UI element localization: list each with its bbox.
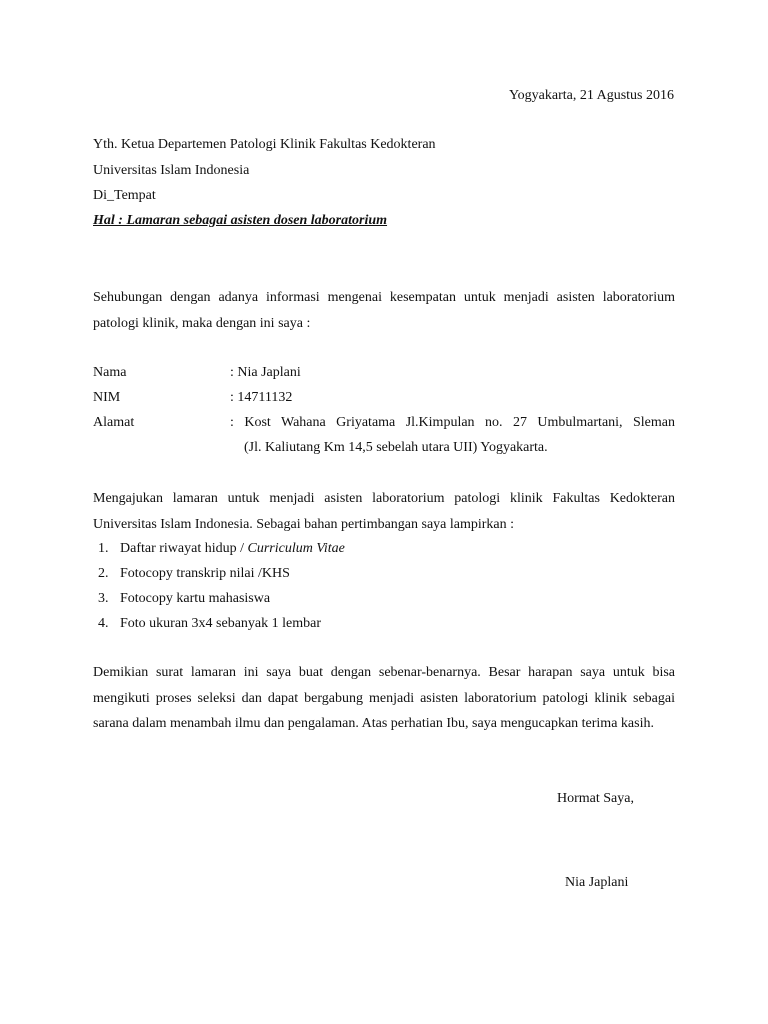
attachment-item-4 [98,616,321,632]
attachment-number: 3. [98,591,109,606]
attachment-text: Foto ukuran 3x4 sebanyak 1 lembar [120,616,322,631]
recipient-line-1: Yth. Ketua Departemen Patologi Klinik Fakultas Kedokteran [93,137,436,152]
attachment-item-3 [98,591,270,607]
name-label: Nama [93,365,127,380]
attachment-item-1 [98,541,345,557]
letter-date: Yogyakarta, 21 Agustus 2016 [508,88,674,103]
intro-paragraph: Sehubungan dengan adanya informasi mengenai kesempatan untuk menjadi asisten laboratorium patologi klinik, maka dengan ini saya : [93,290,675,331]
address-value [230,410,675,460]
application-paragraph: Mengajukan lamaran untuk menjadi asisten laboratorium patologi klinik Fakultas Kedokteran Universitas Islam Indonesia. Sebagai bahan pertimbangan saya lampirkan : [93,491,675,532]
nim-value: : 14711132 [230,390,293,405]
signature-name: Nia Japlani [565,875,629,890]
attachment-text-italic: Curriculum Vitae [247,541,345,556]
attachment-text: Fotocopy kartu mahasiswa [120,591,271,606]
address-label: Alamat [93,415,135,430]
nim-label: NIM [93,390,121,405]
closing-paragraph: Demikian surat lamaran ini saya buat dengan sebenar-benarnya. Besar harapan saya untuk bisa mengikuti proses seleksi dan dapat bergabung menjadi asisten laboratorium patologi klinik sebagai sarana dalam menambah ilmu dan pengalaman. Atas perhatian Ibu, saya mengucapkan terima kasih. [93,665,675,731]
attachment-number: 1. [98,541,109,556]
recipient-line-3: Di_Tempat [93,188,156,203]
recipient-line-2: Universitas Islam Indonesia [93,163,250,178]
address-line-2: (Jl. Kaliutang Km 14,5 sebelah utara UII) Yogyakarta. [244,440,548,455]
attachment-item-2 [98,566,290,582]
attachment-text: Daftar riwayat hidup / [120,541,248,556]
attachment-number: 2. [98,566,109,581]
attachment-number: 4. [98,616,109,631]
closing-salutation: Hormat Saya, [557,791,634,806]
attachment-text: Fotocopy transkrip nilai /KHS [120,566,290,581]
address-line-1: : Kost Wahana Griyatama Jl.Kimpulan no. 27 Umbulmartani, Sleman [230,415,675,430]
name-value: : Nia Japlani [230,365,301,380]
letter-subject: Hal : Lamaran sebagai asisten dosen laboratorium [93,213,388,228]
